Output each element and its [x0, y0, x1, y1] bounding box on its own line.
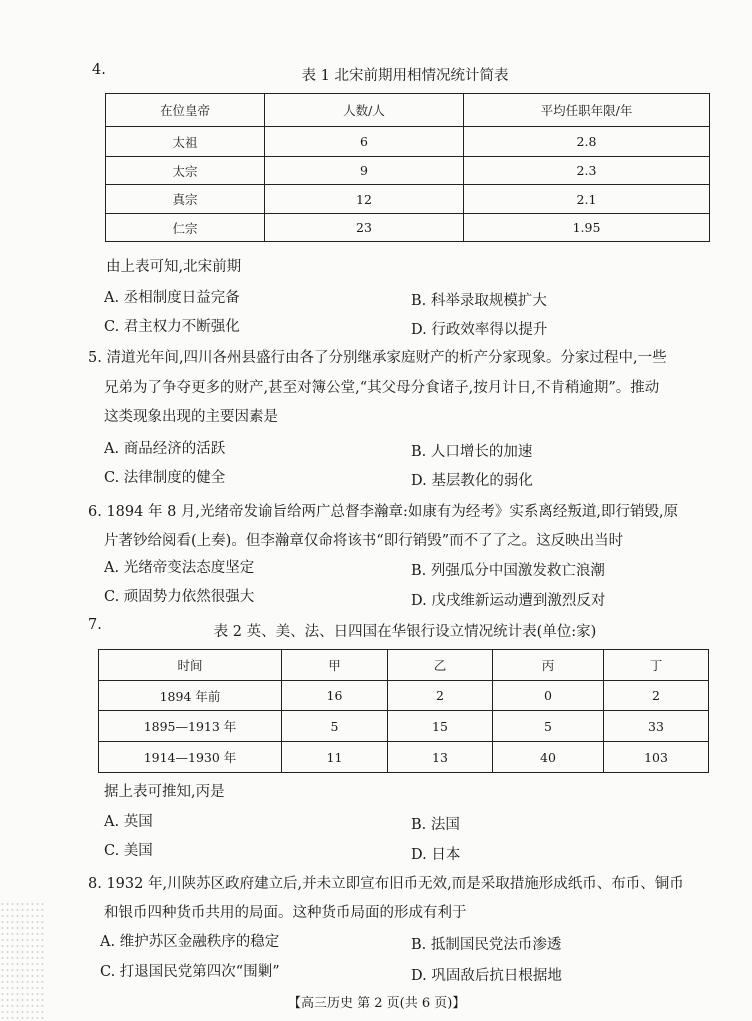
table-row: [99, 681, 709, 711]
q6-option-d[interactable]: D. 戊戌维新运动遭到激烈反对: [411, 593, 606, 609]
q8-option-d[interactable]: D. 巩固敌后抗日根据地: [411, 968, 562, 984]
table-row: [106, 127, 710, 157]
q4-header-cell: 人数/人: [265, 94, 464, 127]
table-cell: 2: [604, 681, 709, 711]
table-cell: 真宗: [106, 185, 265, 214]
q5-option-a[interactable]: A. 商品经济的活跃: [104, 441, 226, 457]
table-cell: 12: [265, 185, 464, 214]
table-row: [106, 185, 710, 214]
table-cell: 5: [282, 711, 388, 742]
q6-option-a[interactable]: A. 光绪帝变法态度坚定: [104, 560, 255, 576]
table-cell: 1894 年前: [99, 681, 282, 711]
table-cell: 太祖: [106, 127, 265, 157]
q6-stem-line2: 片著钞给阅看(上奏)。但李瀚章仅命将该书“即行销毁”而不了了之。这反映出当时: [104, 533, 624, 549]
table-row: [99, 742, 709, 773]
table-cell: 13: [388, 742, 493, 773]
q4-number: 4.: [92, 62, 106, 78]
q8-option-b[interactable]: B. 抵制国民党法币渗透: [411, 937, 562, 953]
q5-option-c[interactable]: C. 法律制度的健全: [104, 470, 226, 486]
table-cell: 15: [388, 711, 493, 742]
q8-stem-line2: 和银币四种货币共用的局面。这种货币局面的形成有利于: [104, 905, 467, 921]
table-row: [99, 711, 709, 742]
table-cell: 2.8: [464, 127, 710, 157]
table-cell: 2.1: [464, 185, 710, 214]
table-cell: 6: [265, 127, 464, 157]
q4-header-cell: 在位皇帝: [106, 94, 265, 127]
table-row: [106, 157, 710, 185]
q7-stem: 据上表可推知,丙是: [104, 784, 225, 800]
table-cell: 23: [265, 214, 464, 242]
q8-option-a[interactable]: A. 维护苏区金融秩序的稳定: [100, 934, 280, 950]
table-cell: 2.3: [464, 157, 710, 185]
q5-option-b[interactable]: B. 人口增长的加速: [411, 444, 533, 460]
table-cell: 1914—1930 年: [99, 742, 282, 773]
q7-header-cell: 丙: [493, 650, 604, 681]
q4-table-header-row: [106, 94, 710, 127]
q4-table-caption: 表 1 北宋前期用相情况统计简表: [301, 68, 509, 84]
q7-table: [98, 649, 709, 773]
scan-noise: [0, 901, 46, 1021]
q8-option-c[interactable]: C. 打退国民党第四次“围剿”: [100, 964, 280, 980]
q7-table-caption: 表 2 英、美、法、日四国在华银行设立情况统计表(单位:家): [213, 624, 597, 640]
table-cell: 16: [282, 681, 388, 711]
q7-number: 7.: [88, 617, 102, 633]
q5-stem-line3: 这类现象出现的主要因素是: [104, 409, 278, 425]
table-cell: 1895—1913 年: [99, 711, 282, 742]
q6-option-b[interactable]: B. 列强瓜分中国激发救亡浪潮: [411, 563, 605, 579]
q5-stem-line2: 兄弟为了争夺更多的财产,甚至对簿公堂,“其父母分食诸子,按月计日,不肯稍逾期”。推动: [104, 380, 660, 396]
table-row: [106, 214, 710, 242]
q7-option-d[interactable]: D. 日本: [411, 847, 461, 863]
table-cell: 40: [493, 742, 604, 773]
q6-stem-line1: 6. 1894 年 8 月,光绪帝发谕旨给两广总督李瀚章:如康有为经考》实系离经叛道,即行销毁,原: [88, 504, 679, 520]
q5-stem-line1: 5. 清道光年间,四川各州县盛行由各了分别继承家庭财产的析产分家现象。分家过程中,一些: [88, 350, 667, 366]
q4-option-c[interactable]: C. 君主权力不断强化: [104, 319, 240, 335]
table-cell: 仁宗: [106, 214, 265, 242]
q8-stem-line1: 8. 1932 年,川陕苏区政府建立后,并未立即宣布旧币无效,而是采取措施形成纸币、布币、铜币: [88, 876, 684, 892]
q6-option-c[interactable]: C. 顽固势力依然很强大: [104, 589, 255, 605]
table-cell: 103: [604, 742, 709, 773]
table-cell: 9: [265, 157, 464, 185]
q7-header-cell: 丁: [604, 650, 709, 681]
page-footer: 【高三历史 第 2 页(共 6 页)】: [288, 996, 466, 1011]
q7-option-c[interactable]: C. 美国: [104, 843, 153, 859]
q4-header-cell: 平均任职年限/年: [464, 94, 710, 127]
q7-option-a[interactable]: A. 英国: [104, 814, 153, 830]
q4-table: [105, 93, 710, 242]
table-cell: 0: [493, 681, 604, 711]
q4-option-d[interactable]: D. 行政效率得以提升: [411, 322, 548, 338]
q5-option-d[interactable]: D. 基层教化的弱化: [411, 473, 533, 489]
q7-header-cell: 甲: [282, 650, 388, 681]
q7-header-cell: 乙: [388, 650, 493, 681]
table-cell: 太宗: [106, 157, 265, 185]
table-cell: 11: [282, 742, 388, 773]
q7-table-header-row: [99, 650, 709, 681]
table-cell: 5: [493, 711, 604, 742]
q4-option-b[interactable]: B. 科举录取规模扩大: [411, 293, 547, 309]
table-cell: 1.95: [464, 214, 710, 242]
q7-header-cell: 时间: [99, 650, 282, 681]
q7-option-b[interactable]: B. 法国: [411, 817, 460, 833]
q4-option-a[interactable]: A. 丞相制度日益完备: [104, 290, 240, 306]
table-cell: 33: [604, 711, 709, 742]
q4-stem: 由上表可知,北宋前期: [106, 259, 242, 275]
table-cell: 2: [388, 681, 493, 711]
